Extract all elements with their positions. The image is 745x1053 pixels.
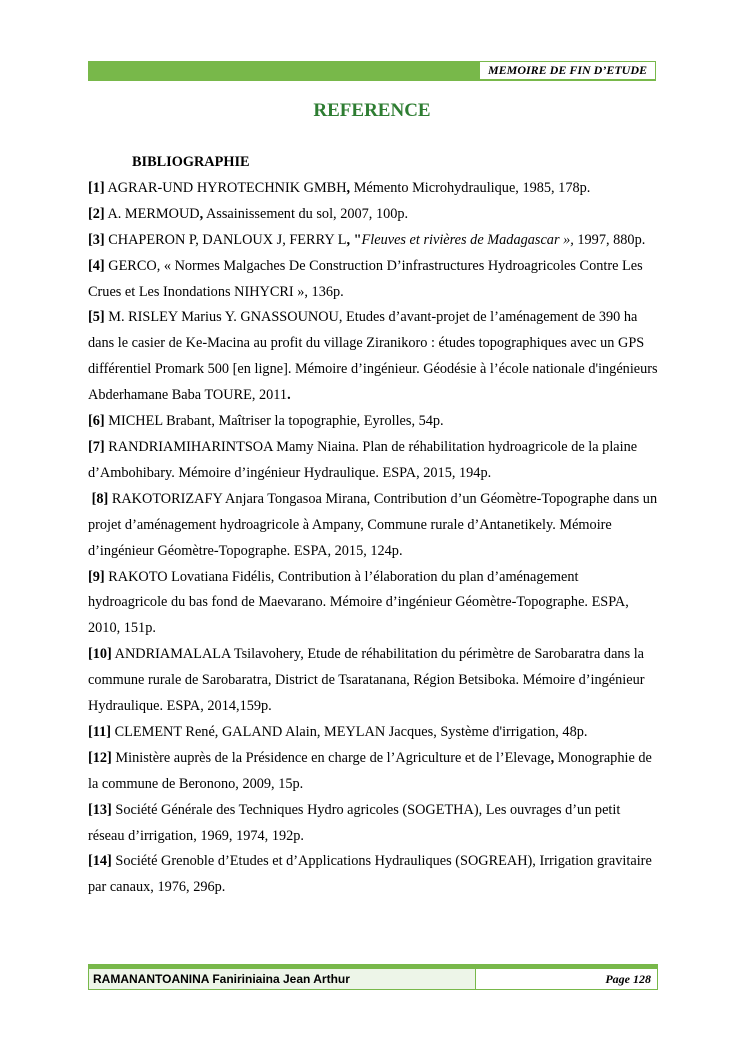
reference-3 (88, 228, 658, 254)
reference-9 (88, 565, 658, 643)
reference-5 (88, 305, 658, 409)
reference-text: RAKOTO Lovatiana Fidélis, Contribution à l’élaboration du plan d’aménagement hydroagricole du bas fond de Maevarano. Mémoire d’ingénieur Géomètre-Topographe. ESPA, 2010, 151p. (88, 568, 629, 637)
reference-text: RAKOTORIZAFY Anjara Tongasoa Mirana, Contribution d’un Géomètre-Topographe dans un projet d’aménagement hydroagricole à Ampany, Commune rurale d’Antanetikely. Mémoire d’ingénieur Géomètre-Topographe. ESPA, 2015, 124p. (88, 490, 658, 559)
reference-number: [4] (88, 257, 105, 274)
reference-punct: , (199, 205, 204, 222)
reference-text: Société Générale des Techniques Hydro agricoles (SOGETHA), Les ouvrages d’un petit réseau d’irrigation, 1969, 1974, 192p. (88, 801, 621, 844)
reference-text: A. MERMOUD (104, 205, 200, 222)
reference-number: [9] (88, 568, 105, 585)
section-heading: BIBLIOGRAPHIE (132, 154, 250, 170)
reference-rest: 1997, 880p. (573, 231, 646, 248)
reference-punct: . (287, 387, 291, 404)
reference-number: [6] (88, 413, 105, 430)
reference-7 (88, 435, 658, 487)
reference-rest: Monographie de la commune de Beronono, 2009, 15p. (88, 749, 652, 792)
reference-text: RANDRIAMIHARINTSOA Mamy Niaina. Plan de réhabilitation hydroagricole de la plaine d’Ambohibary. Mémoire d’ingénieur Hydraulique. ESPA, 2015, 194p. (88, 438, 638, 481)
reference-2 (88, 202, 658, 228)
reference-number: [10] (88, 646, 112, 663)
reference-rest: Mémento Microhydraulique, 1985, 178p. (350, 179, 591, 196)
reference-13 (88, 798, 658, 850)
reference-1 (88, 176, 658, 202)
reference-14 (88, 849, 658, 901)
reference-12 (88, 746, 658, 798)
page-footer (88, 968, 658, 990)
reference-text: Ministère auprès de la Présidence en charge de l’Agriculture et de l’Elevage (111, 749, 551, 766)
reference-text: Société Grenoble d’Etudes et d’Applications Hydrauliques (SOGREAH), Irrigation gravitaire par canaux, 1976, 296p. (88, 853, 652, 896)
reference-number: [1] (88, 179, 105, 196)
reference-text: CHAPERON P, DANLOUX J, FERRY L (104, 231, 347, 248)
header-rule (88, 79, 656, 81)
reference-italic-title: Fleuves et rivières de Madagascar », (361, 231, 574, 248)
reference-text: AGRAR-UND HYROTECHNIK GMBH (104, 179, 347, 196)
reference-text: ANDRIAMALALA Tsilavohery, Etude de réhabilitation du périmètre de Sarobaratra dans la commune rurale de Sarobaratra, District de Tsaratanana, Région Betsiboka. Mémoire d’ingénieur Hydraulique. ESPA, 2014,159p. (88, 646, 645, 715)
footer-author: RAMANANTOANINA Faniriniaina Jean Arthur (89, 969, 476, 989)
page-header (88, 61, 656, 79)
reference-rest: Assainissement du sol, 2007, 100p. (203, 205, 409, 222)
reference-10 (88, 642, 658, 720)
reference-number: [2] (88, 205, 105, 222)
reference-number: [5] (88, 309, 105, 326)
reference-punct: , " (346, 231, 362, 248)
header-title: MEMOIRE DE FIN D’ETUDE (479, 61, 656, 79)
reference-11 (88, 720, 658, 746)
header-bar (88, 61, 479, 79)
reference-number: [12] (88, 749, 112, 766)
reference-4 (88, 254, 658, 306)
reference-6 (88, 409, 658, 435)
reference-number: [7] (88, 438, 105, 455)
reference-number: [13] (88, 801, 112, 818)
page-title: REFERENCE (313, 100, 431, 121)
reference-text: MICHEL Brabant, Maîtriser la topographie, Eyrolles, 54p. (104, 413, 444, 430)
reference-text: CLEMENT René, GALAND Alain, MEYLAN Jacques, Système d'irrigation, 48p. (111, 723, 588, 740)
page-number: Page 128 (605, 972, 651, 986)
reference-number: [14] (88, 853, 112, 870)
reference-text: M. RISLEY Marius Y. GNASSOUNOU, Etudes d’avant-projet de l’aménagement de 390 ha dans le casier de Ke-Macina au profit du village Ziranikoro : études topographiques avec un GPS différentiel Promark 500 [en ligne]. Mémoire d’ingénieur. Géodésie à l’école nationale d'ingénieurs Abderhamane Baba TOURE, 2011 (88, 309, 658, 404)
reference-text: GERCO, « Normes Malgaches De Construction D’infrastructures Hydroagricoles Contre Les Crues et Les Inondations NIHYCRI », 136p. (88, 257, 643, 300)
reference-number: [11] (88, 723, 112, 740)
reference-punct: , (550, 749, 555, 766)
bibliography-content (88, 150, 658, 901)
reference-punct: , (346, 179, 351, 196)
reference-8 (88, 487, 658, 565)
reference-number: [8] (88, 490, 109, 507)
reference-number: [3] (88, 231, 105, 248)
